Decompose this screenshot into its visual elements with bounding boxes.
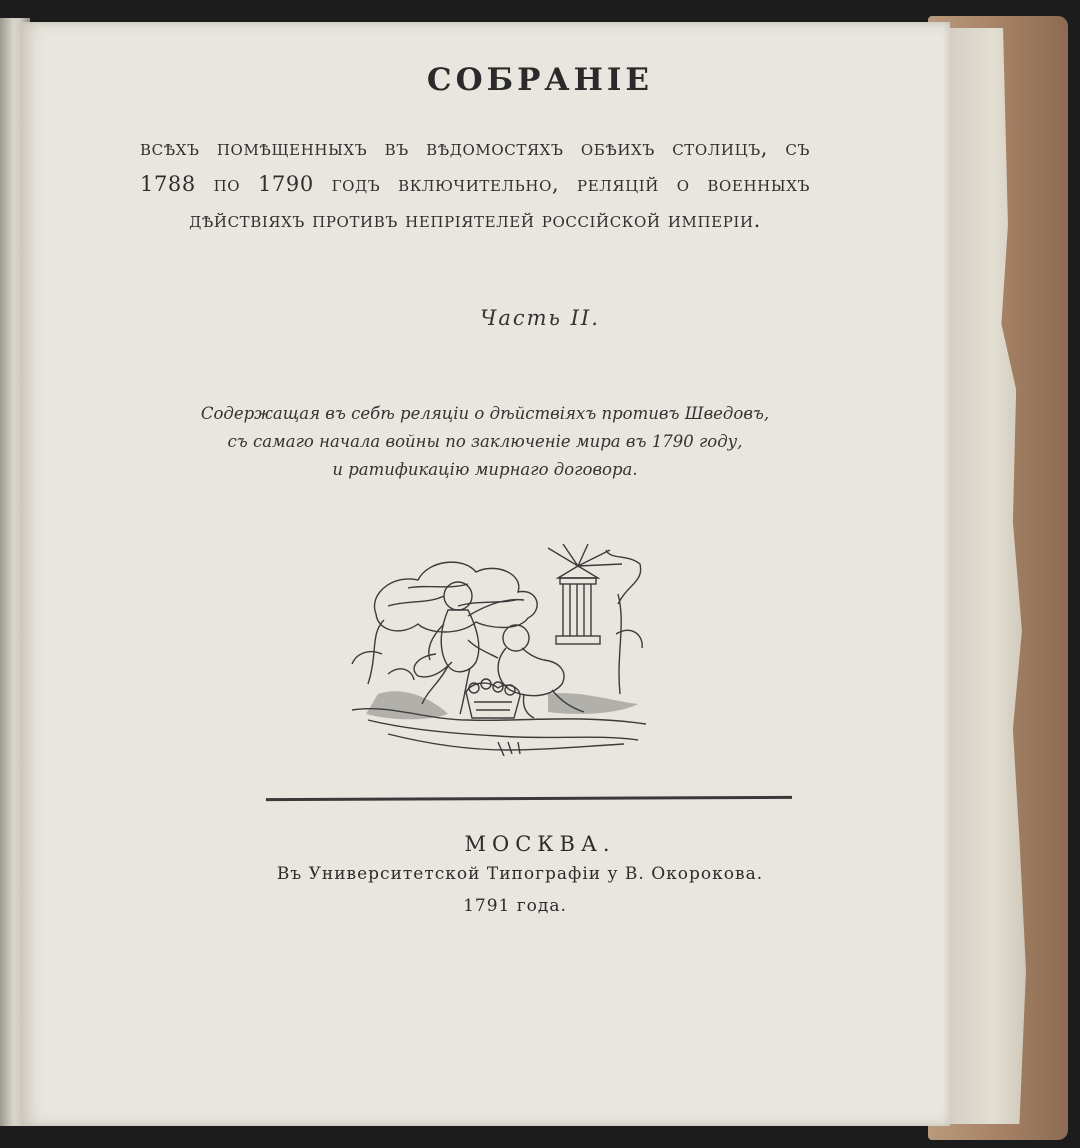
imprint-printer: Въ Университетской Типографіи у В. Окорокова. [276,864,764,884]
imprint-year: 1791 года. [463,896,567,916]
cherubs-vignette [348,544,650,756]
description-line: и ратификацію мирнаго договора. [332,460,638,479]
imprint-city: МОСКВА. [464,832,616,856]
description-line: съ самаго начала войны по заключеніе мира въ 1790 году, [227,432,743,451]
part-description [160,400,810,484]
description-line: Содержащая въ себѣ реляціи о дѣйствіяхъ противъ Шведовъ, [200,404,770,423]
part-number: Часть II. [480,306,600,330]
book-title: СОБРАНІЕ [426,62,654,98]
book-subtitle: всѣхъ помѣщенныхъ въ вѣдомостяхъ обѣихъ столицъ, съ 1788 по 1790 годъ включительно, реляцій о военныхъ дѣйствіяхъ противъ непріятелей россійской имперіи. [140,136,810,232]
